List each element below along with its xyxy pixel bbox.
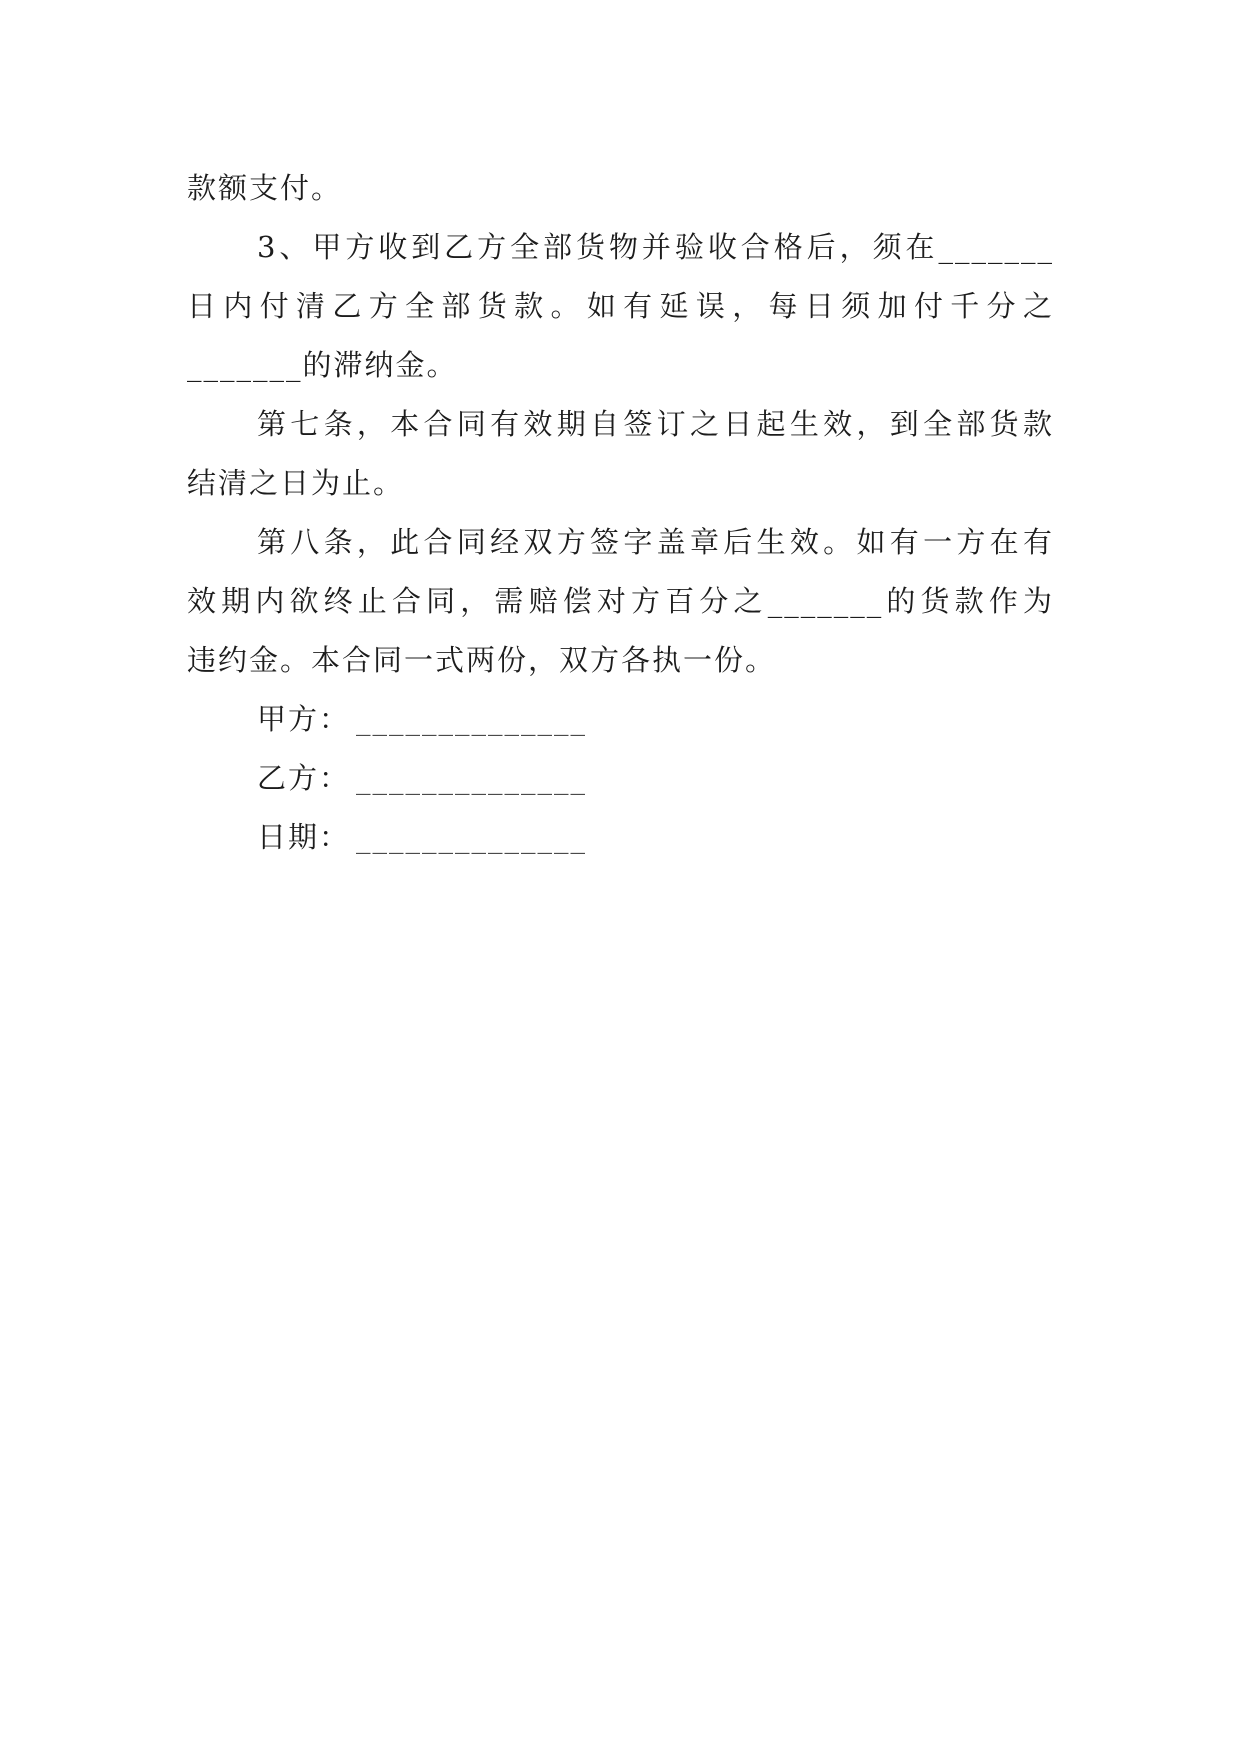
article-8-line-2: 效期内欲终止合同，需赔偿对方百分之_______的货款作为 bbox=[187, 584, 1054, 618]
article-8-line-1: 第八条，此合同经双方签字盖章后生效。如有一方在有 bbox=[257, 525, 1054, 559]
party-b-label: 乙方： bbox=[257, 761, 351, 795]
clause-3-line-1: 3、甲方收到乙方全部货物并验收合格后，须在_______ bbox=[257, 230, 1054, 264]
article-7-line-1: 第七条，本合同有效期自签订之日起生效，到全部货款 bbox=[257, 407, 1054, 441]
party-b-signature-blank: ______________ bbox=[356, 761, 588, 795]
party-a-signature-blank: ______________ bbox=[356, 702, 588, 736]
date-label: 日期： bbox=[257, 820, 351, 854]
party-b-signature-line bbox=[257, 749, 587, 808]
clause-3-line-3: _______的滞纳金。 bbox=[187, 348, 458, 382]
party-a-label: 甲方： bbox=[257, 702, 351, 736]
clause-3-line-2: 日内付清乙方全部货款。如有延误，每日须加付千分之 bbox=[187, 289, 1054, 323]
date-signature-line bbox=[257, 808, 587, 867]
article-8-line-3: 违约金。本合同一式两份，双方各执一份。 bbox=[187, 643, 777, 677]
payment-clause-continuation-line: 款额支付。 bbox=[187, 171, 343, 205]
date-blank: ______________ bbox=[356, 820, 588, 854]
party-a-signature-line bbox=[257, 690, 587, 749]
article-7-line-2: 结清之日为止。 bbox=[187, 466, 405, 500]
